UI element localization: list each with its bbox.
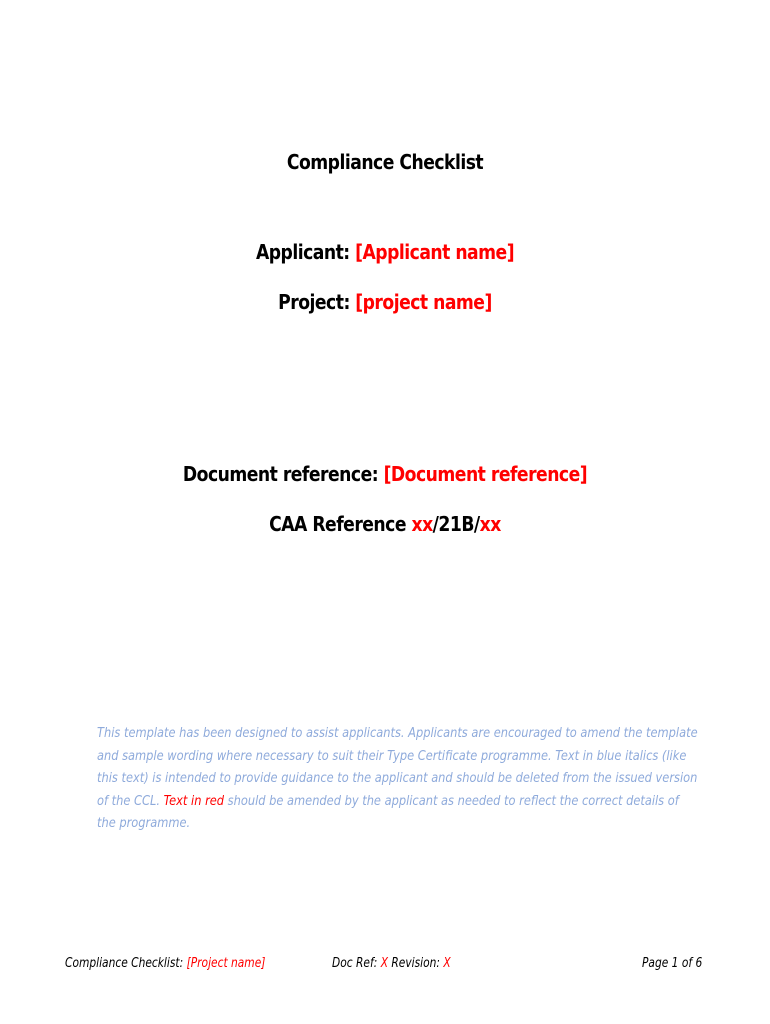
document-reference-label: Document reference: (182, 462, 379, 486)
guidance-text: This template has been designed to assist applicants. Applicants are encouraged to amend the template and sample wording where necessary to suit their Type Certificate programme. Text in blue italics (like this text) is intended to provide guidance to the applicant and should be deleted from the issued version of the CCL. (97, 725, 698, 809)
footer-revision-label: Revision: (391, 956, 441, 971)
footer-doc-ref (332, 956, 451, 971)
footer-doc-ref-label: Doc Ref: (332, 956, 378, 971)
footer-page-label: Page (642, 956, 669, 971)
applicant-label: Applicant: (255, 240, 350, 264)
caa-reference-label: CAA Reference (269, 512, 407, 536)
caa-reference-part1: xx (411, 512, 433, 536)
footer-page-current: 1 (671, 956, 679, 971)
document-reference-line (54, 462, 716, 486)
caa-reference-part2: xx (479, 512, 501, 536)
applicant-line (54, 240, 716, 264)
footer-page-of: of (681, 956, 693, 971)
guidance-paragraph (97, 722, 698, 835)
guidance-text-end: should be amended by the applicant as needed to reflect the correct details of the programme. (97, 792, 679, 831)
footer-page-total: 6 (695, 956, 703, 971)
project-value: [project name] (355, 290, 492, 314)
footer-revision-value: X (443, 956, 451, 971)
caa-reference-sep: /21B/ (432, 512, 480, 536)
document-reference-value: [Document reference] (383, 462, 588, 486)
applicant-value: [Applicant name] (355, 240, 515, 264)
document-title-text: Compliance Checklist (286, 150, 484, 174)
footer-project-name: [Project name] (186, 956, 266, 971)
footer-title (65, 956, 265, 971)
guidance-red-text: Text in red (163, 792, 225, 809)
footer-title-label: Compliance Checklist: (65, 956, 184, 971)
project-line (54, 290, 716, 314)
caa-reference-line (54, 512, 716, 536)
footer-doc-ref-value: X (380, 956, 388, 971)
footer-page-number (642, 956, 702, 971)
project-label: Project: (278, 290, 350, 314)
document-title (54, 150, 716, 174)
